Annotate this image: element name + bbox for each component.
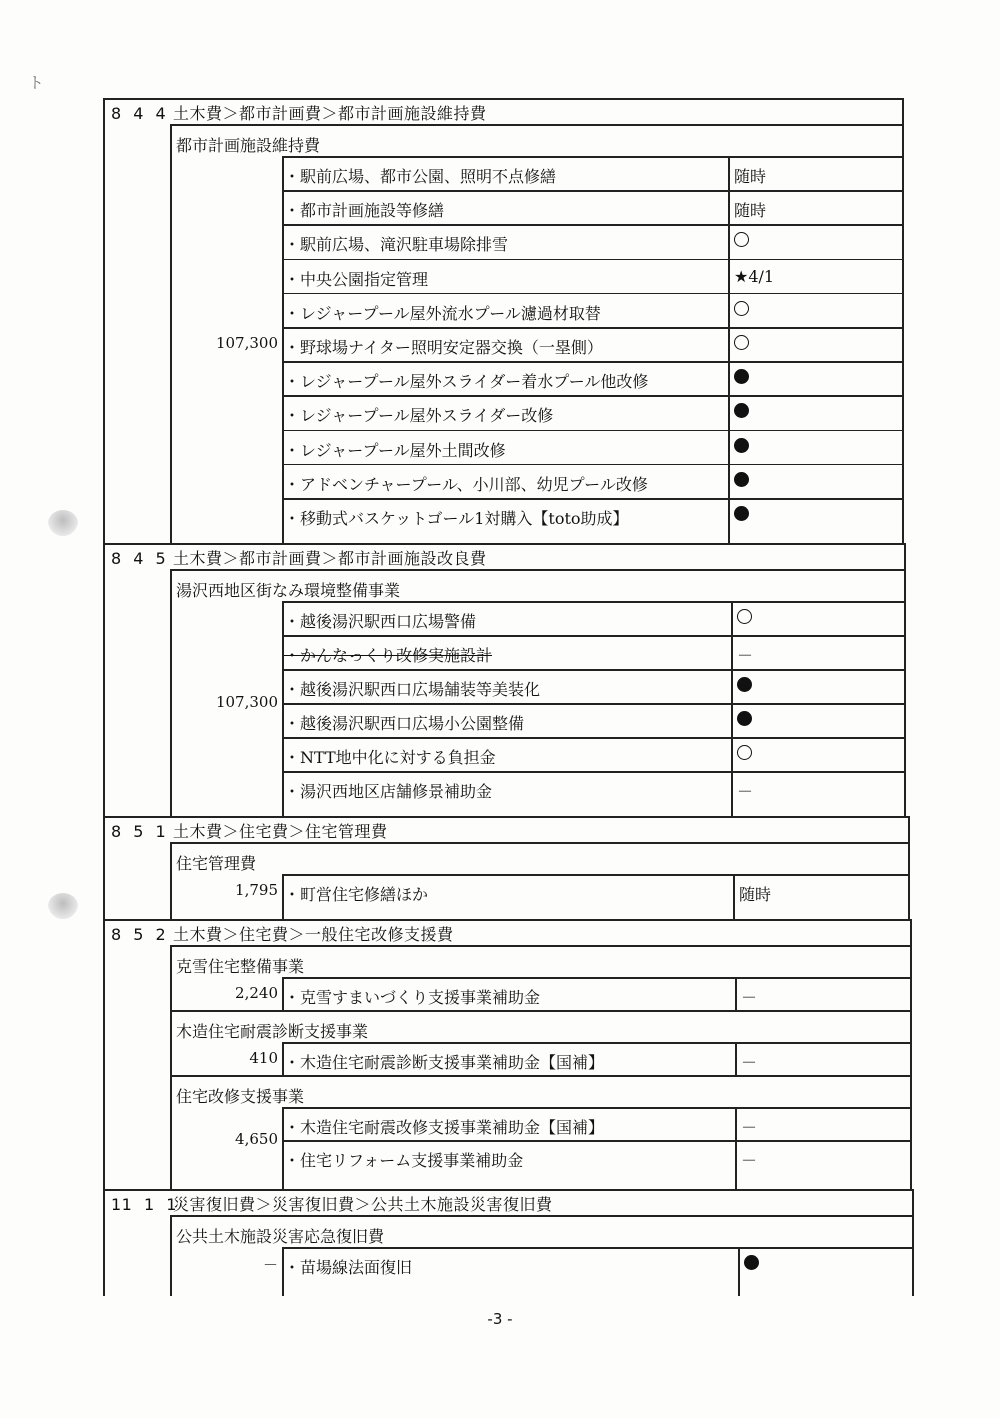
section-top-rule: [103, 543, 904, 545]
section-header: [111, 1192, 553, 1215]
item-status: －: [741, 988, 758, 1007]
item-status: [734, 335, 749, 354]
item-status: －: [741, 1118, 758, 1137]
line-item: ・木造住宅耐震診断支援事業補助金【国補】: [284, 1053, 605, 1072]
section-header: [111, 922, 454, 945]
group-name: 住宅管理費: [176, 854, 257, 873]
filled-circle-icon: [734, 369, 749, 384]
group-name-rule: [282, 874, 908, 876]
line-item: ・中央公園指定管理: [284, 269, 429, 289]
status-column-rule: [731, 601, 733, 816]
section-title: 災害復旧費＞災害復旧費＞公共土木施設災害復旧費: [173, 1195, 553, 1214]
section-code: 8 5 2: [111, 925, 167, 944]
status-column-rule: [738, 1247, 740, 1296]
item-status: [734, 472, 749, 491]
section-header-rule: [170, 124, 902, 126]
item-status: ★4/1: [734, 266, 775, 286]
section-code: 8 4 4: [111, 104, 167, 123]
status-column-rule: [728, 156, 730, 543]
line-item: ・越後湯沢駅西口広場警備: [284, 612, 477, 631]
group-rule: [170, 1010, 910, 1012]
table-left-rule: [103, 98, 105, 543]
group-name-rule: [282, 977, 910, 979]
section-top-rule: [103, 98, 902, 100]
group-amount: 2,240: [235, 983, 278, 1002]
item-rule: [282, 703, 904, 705]
group-amount: 410: [249, 1048, 278, 1067]
line-item: ・越後湯沢駅西口広場小公園整備: [284, 714, 525, 733]
item-status: －: [741, 1053, 758, 1072]
page-number: -3 -: [487, 1310, 513, 1328]
status-column-rule: [735, 1107, 737, 1189]
line-item: ・アドベンチャープール、小川部、幼児プール改修: [284, 474, 648, 494]
item-status: [734, 232, 749, 251]
section-code: 11 1 1: [111, 1195, 177, 1214]
item-column-rule: [282, 1042, 284, 1075]
table-left-rule: [103, 919, 105, 1189]
item-column-rule: [282, 601, 284, 816]
open-circle-icon: [734, 232, 749, 247]
filled-circle-icon: [737, 677, 752, 692]
subgroup-column-rule: [170, 1215, 172, 1296]
line-item: ・レジャープール屋外スライダー着水プール他改修: [284, 372, 649, 392]
filled-circle-icon: [734, 472, 749, 487]
item-rule: [282, 737, 904, 739]
group-name-rule: [282, 601, 904, 603]
item-column-rule: [282, 1247, 284, 1296]
group-name-rule: [282, 1042, 910, 1044]
item-status: 随時: [734, 201, 767, 221]
item-status: [737, 745, 752, 764]
item-rule: [282, 498, 902, 500]
section-title: 土木費＞住宅費＞住宅管理費: [173, 822, 388, 841]
table-right-rule: [904, 543, 906, 816]
line-item: ・克雪すまいづくり支援事業補助金: [284, 988, 541, 1007]
line-item: ・駅前広場、滝沢駐車場除排雪: [284, 235, 509, 255]
group-amount: 107,300: [215, 334, 278, 353]
status-column-rule: [733, 874, 735, 919]
item-rule: [282, 395, 902, 397]
group-amount: 1,795: [235, 880, 278, 899]
line-item: ・苗場線法面復旧: [284, 1258, 413, 1277]
group-name: 公共土木施設災害応急復旧費: [176, 1227, 385, 1246]
group-name: 湯沢西地区街なみ環境整備事業: [176, 581, 401, 600]
item-rule: [282, 635, 904, 637]
item-status: [737, 677, 752, 696]
line-item: ・移動式バスケットゴール1対購入【toto助成】: [284, 509, 629, 528]
table-right-rule: [902, 98, 904, 543]
line-item: ・レジャープール屋外土間改修: [284, 440, 506, 460]
group-name: 住宅改修支援事業: [176, 1087, 305, 1106]
item-rule: [282, 259, 902, 261]
line-item: ・湯沢西地区店舗修景補助金: [284, 782, 493, 801]
filled-circle-icon: [734, 403, 749, 418]
subgroup-column-rule: [170, 124, 172, 543]
open-circle-icon: [737, 609, 752, 624]
group-name: 克雪住宅整備事業: [176, 957, 305, 976]
item-column-rule: [282, 874, 284, 919]
line-item: ・レジャープール屋外流水プール濾過材取替: [284, 303, 601, 323]
item-rule: [282, 771, 904, 773]
status-column-rule: [735, 977, 737, 1010]
section-top-rule: [103, 816, 908, 818]
subgroup-column-rule: [170, 842, 172, 919]
item-status: －: [737, 782, 754, 801]
section-header: [111, 101, 487, 124]
section-header-rule: [170, 569, 904, 571]
section-header-rule: [170, 1215, 912, 1217]
item-column-rule: [282, 977, 284, 1010]
item-status: [734, 301, 749, 320]
open-circle-icon: [734, 301, 749, 316]
item-status: [734, 403, 749, 422]
section-top-rule: [103, 1189, 912, 1191]
group-rule: [170, 1075, 910, 1077]
group-name: 木造住宅耐震診断支援事業: [176, 1022, 369, 1041]
item-column-rule: [282, 156, 284, 543]
table-right-rule: [912, 1189, 914, 1296]
filled-circle-icon: [744, 1255, 759, 1270]
section-top-rule: [103, 919, 910, 921]
item-status: －: [741, 1151, 758, 1170]
group-amount: 107,300: [215, 693, 278, 711]
line-item: ・越後湯沢駅西口広場舗装等美装化: [284, 680, 541, 699]
item-rule: [282, 464, 902, 466]
line-item: ・町営住宅修繕ほか: [284, 885, 429, 904]
line-item: ・木造住宅耐震改修支援事業補助金【国補】: [284, 1118, 605, 1137]
item-rule: [282, 669, 904, 671]
status-column-rule: [735, 1042, 737, 1075]
section-header: [111, 819, 388, 842]
group-name-rule: [282, 1247, 912, 1249]
item-rule: [282, 190, 902, 192]
stray-mark: ト: [28, 73, 45, 92]
line-item: ・駅前広場、都市公園、照明不点修繕: [284, 167, 557, 186]
subgroup-column-rule: [170, 945, 172, 1189]
line-item: ・都市計画施設等修繕: [284, 201, 445, 221]
item-rule: [282, 1140, 910, 1142]
table-left-rule: [103, 543, 105, 816]
item-rule: [282, 327, 902, 329]
item-status: 随時: [739, 885, 772, 904]
section-title: 土木費＞都市計画費＞都市計画施設改良費: [173, 549, 487, 568]
item-rule: [282, 224, 902, 226]
item-status: [734, 506, 749, 525]
table-left-rule: [103, 816, 105, 919]
table-right-rule: [910, 919, 912, 1189]
filled-circle-icon: [734, 506, 749, 521]
table-right-rule: [908, 816, 910, 919]
group-name-rule: [282, 1107, 910, 1109]
item-rule: [282, 430, 902, 432]
section-code: 8 5 1: [111, 822, 167, 841]
filled-circle-icon: [737, 711, 752, 726]
subgroup-column-rule: [170, 569, 172, 816]
item-status: －: [737, 646, 754, 665]
item-rule: [282, 293, 902, 295]
item-status: [737, 711, 752, 730]
section-title: 土木費＞都市計画費＞都市計画施設維持費: [173, 104, 487, 123]
open-circle-icon: [734, 335, 749, 350]
item-rule: [282, 361, 902, 363]
section-header-rule: [170, 945, 910, 947]
filled-circle-icon: [734, 438, 749, 453]
item-status: [744, 1255, 759, 1274]
section-title: 土木費＞住宅費＞一般住宅改修支援費: [173, 925, 454, 944]
section-header: [111, 546, 487, 569]
item-status: [734, 438, 749, 457]
line-item: ・かんなっくり改修実施設計: [284, 646, 493, 665]
line-item: ・NTT地中化に対する負担金: [284, 748, 496, 767]
item-status: [737, 609, 752, 628]
line-item: ・住宅リフォーム支援事業補助金: [284, 1151, 524, 1170]
item-column-rule: [282, 1107, 284, 1189]
group-amount: －: [262, 1256, 278, 1274]
item-status: 随時: [734, 167, 767, 186]
open-circle-icon: [737, 745, 752, 760]
line-item: ・レジャープール屋外スライダー改修: [284, 406, 554, 426]
section-code: 8 4 5: [111, 549, 167, 568]
group-name: 都市計画施設維持費: [176, 136, 321, 155]
item-status: [734, 369, 749, 388]
table-left-rule: [103, 1189, 105, 1296]
group-amount: 4,650: [235, 1130, 278, 1148]
group-name-rule: [282, 156, 902, 158]
line-item: ・野球場ナイター照明安定器交換（一塁側）: [284, 338, 603, 357]
section-header-rule: [170, 842, 908, 844]
